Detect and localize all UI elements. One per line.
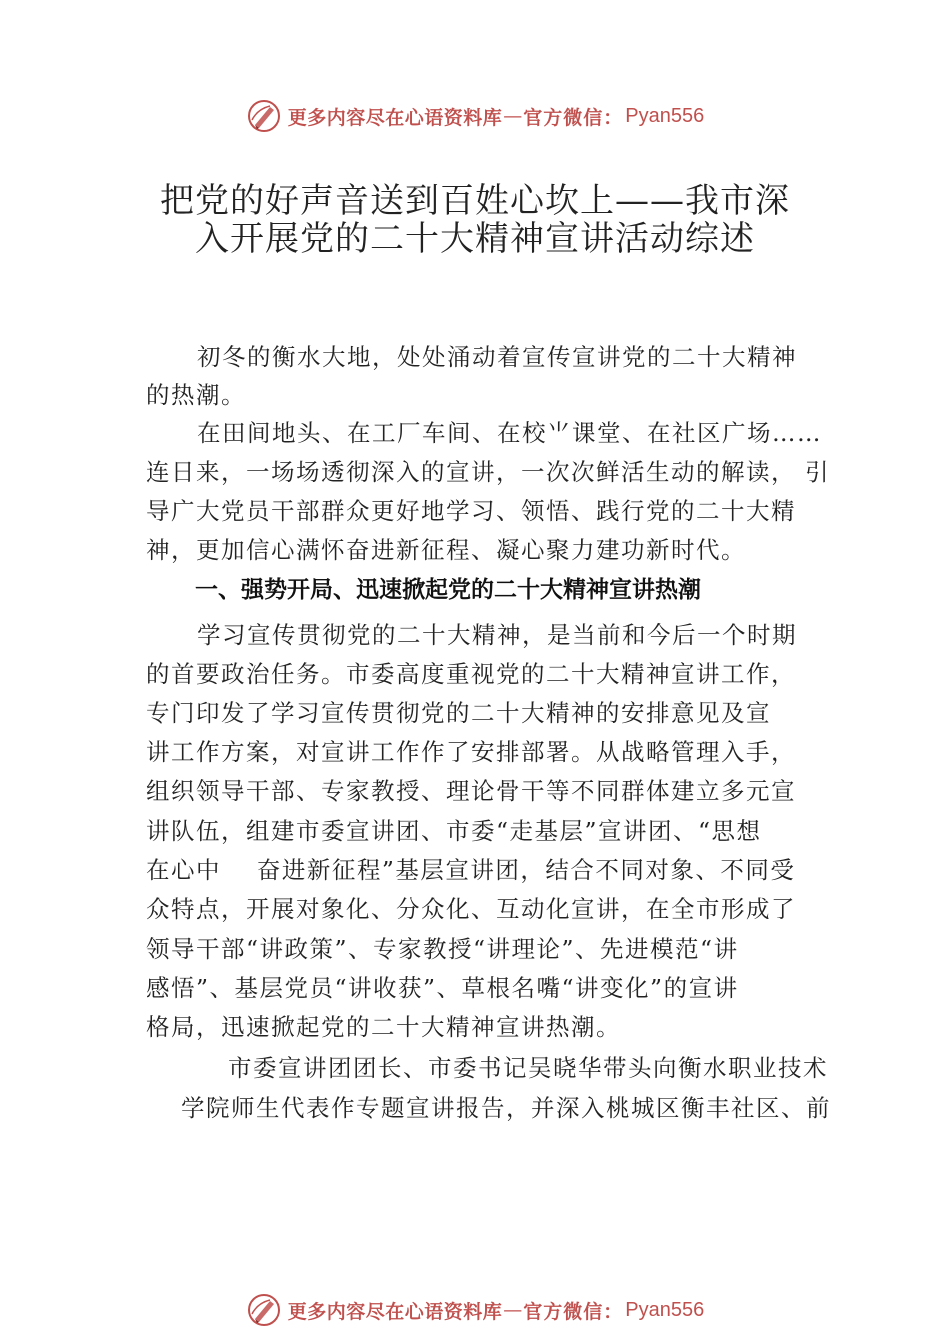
paragraph-3-line-4: 讲工作方案，对宣讲工作作了安排部署。从战略管理入手， [146, 738, 796, 766]
paragraph-3-line-10: 感悟”、基层党员“讲收获”、草根名嘴“讲变化”的宣讲 [146, 974, 739, 1002]
watermark-banner-top [0, 96, 950, 136]
paragraph-3-line-6: 讲队伍，组建市委宣讲团、市委“走基层”宣讲团、“思想 [146, 817, 762, 845]
paragraph-3-line-9: 领导干部“讲政策”、专家教授“讲理论”、先进模范“讲 [146, 935, 739, 963]
paragraph-2-line-3: 导广大党员干部群众更好地学习、领悟、践行党的二十大精 [146, 497, 796, 525]
paragraph-3-line-8: 众特点，开展对象化、分众化、互动化宣讲，在全市形成了 [146, 895, 796, 923]
paragraph-2-line-2: 连日来，一场场透彻深入的宣讲，一次次鲜活生动的解读， 引 [146, 458, 830, 486]
watermark-text: 更多内容尽在心语资料库 [287, 106, 503, 129]
paragraph-3-line-7: 在心中 奋进新征程”基层宣讲团，结合不同对象、不同受 [146, 856, 796, 884]
watermark-dash: — [503, 1299, 523, 1321]
paragraph-3-line-2: 的首要政治任务。市委高度重视党的二十大精神宣讲工作， [146, 660, 796, 688]
watermark-text: 更多内容尽在心语资料库 [287, 1300, 503, 1323]
watermark-wechat-label: 官方微信： [523, 106, 624, 129]
paragraph-3-line-5: 组织领导干部、专家教授、理论骨干等不同群体建立多元宣 [146, 777, 796, 805]
paragraph-4-line-2: 学院师生代表作专题宣讲报告，并深入桃城区衡丰社区、前 [181, 1094, 831, 1122]
document-title-line-1: 把党的好声音送到百姓心坎上——我市深 [160, 181, 790, 221]
paragraph-2-line-1: 在田间地头、在工厂车间、在校⺌课堂、在社区广场…… [197, 419, 822, 447]
section-heading-1: 一、强势开局、迅速掀起党的二十大精神宣讲热潮 [195, 577, 701, 603]
watermark-wechat-label: 官方微信： [523, 1300, 624, 1323]
paragraph-1-line-2: 的热潮。 [146, 381, 246, 409]
watermark-dash: — [503, 105, 523, 127]
watermark-wechat-id: Pyan556 [625, 104, 705, 127]
paragraph-3-line-3: 专门印发了学习宣传贯彻党的二十大精神的安排意见及宣 [146, 699, 771, 727]
paragraph-3-line-11: 格局，迅速掀起党的二十大精神宣讲热潮。 [146, 1013, 621, 1041]
pen-logo-icon [246, 1292, 282, 1328]
paragraph-4-line-1: 市委宣讲团团长、市委书记吴晓华带头向衡水职业技术 [228, 1054, 828, 1082]
document-title-line-2: 入开展党的二十大精神宣讲活动综述 [195, 219, 755, 259]
paragraph-1-line-1: 初冬的衡水大地，处处涌动着宣传宣讲党的二十大精神 [197, 343, 797, 371]
watermark-wechat-id: Pyan556 [625, 1298, 705, 1321]
paragraph-3-line-1: 学习宣传贯彻党的二十大精神，是当前和今后一个时期 [197, 621, 797, 649]
pen-logo-icon [246, 98, 282, 134]
watermark-banner-bottom [0, 1290, 950, 1330]
paragraph-2-line-4: 神，更加信心满怀奋进新征程、凝心聚力建功新时代。 [146, 536, 746, 564]
